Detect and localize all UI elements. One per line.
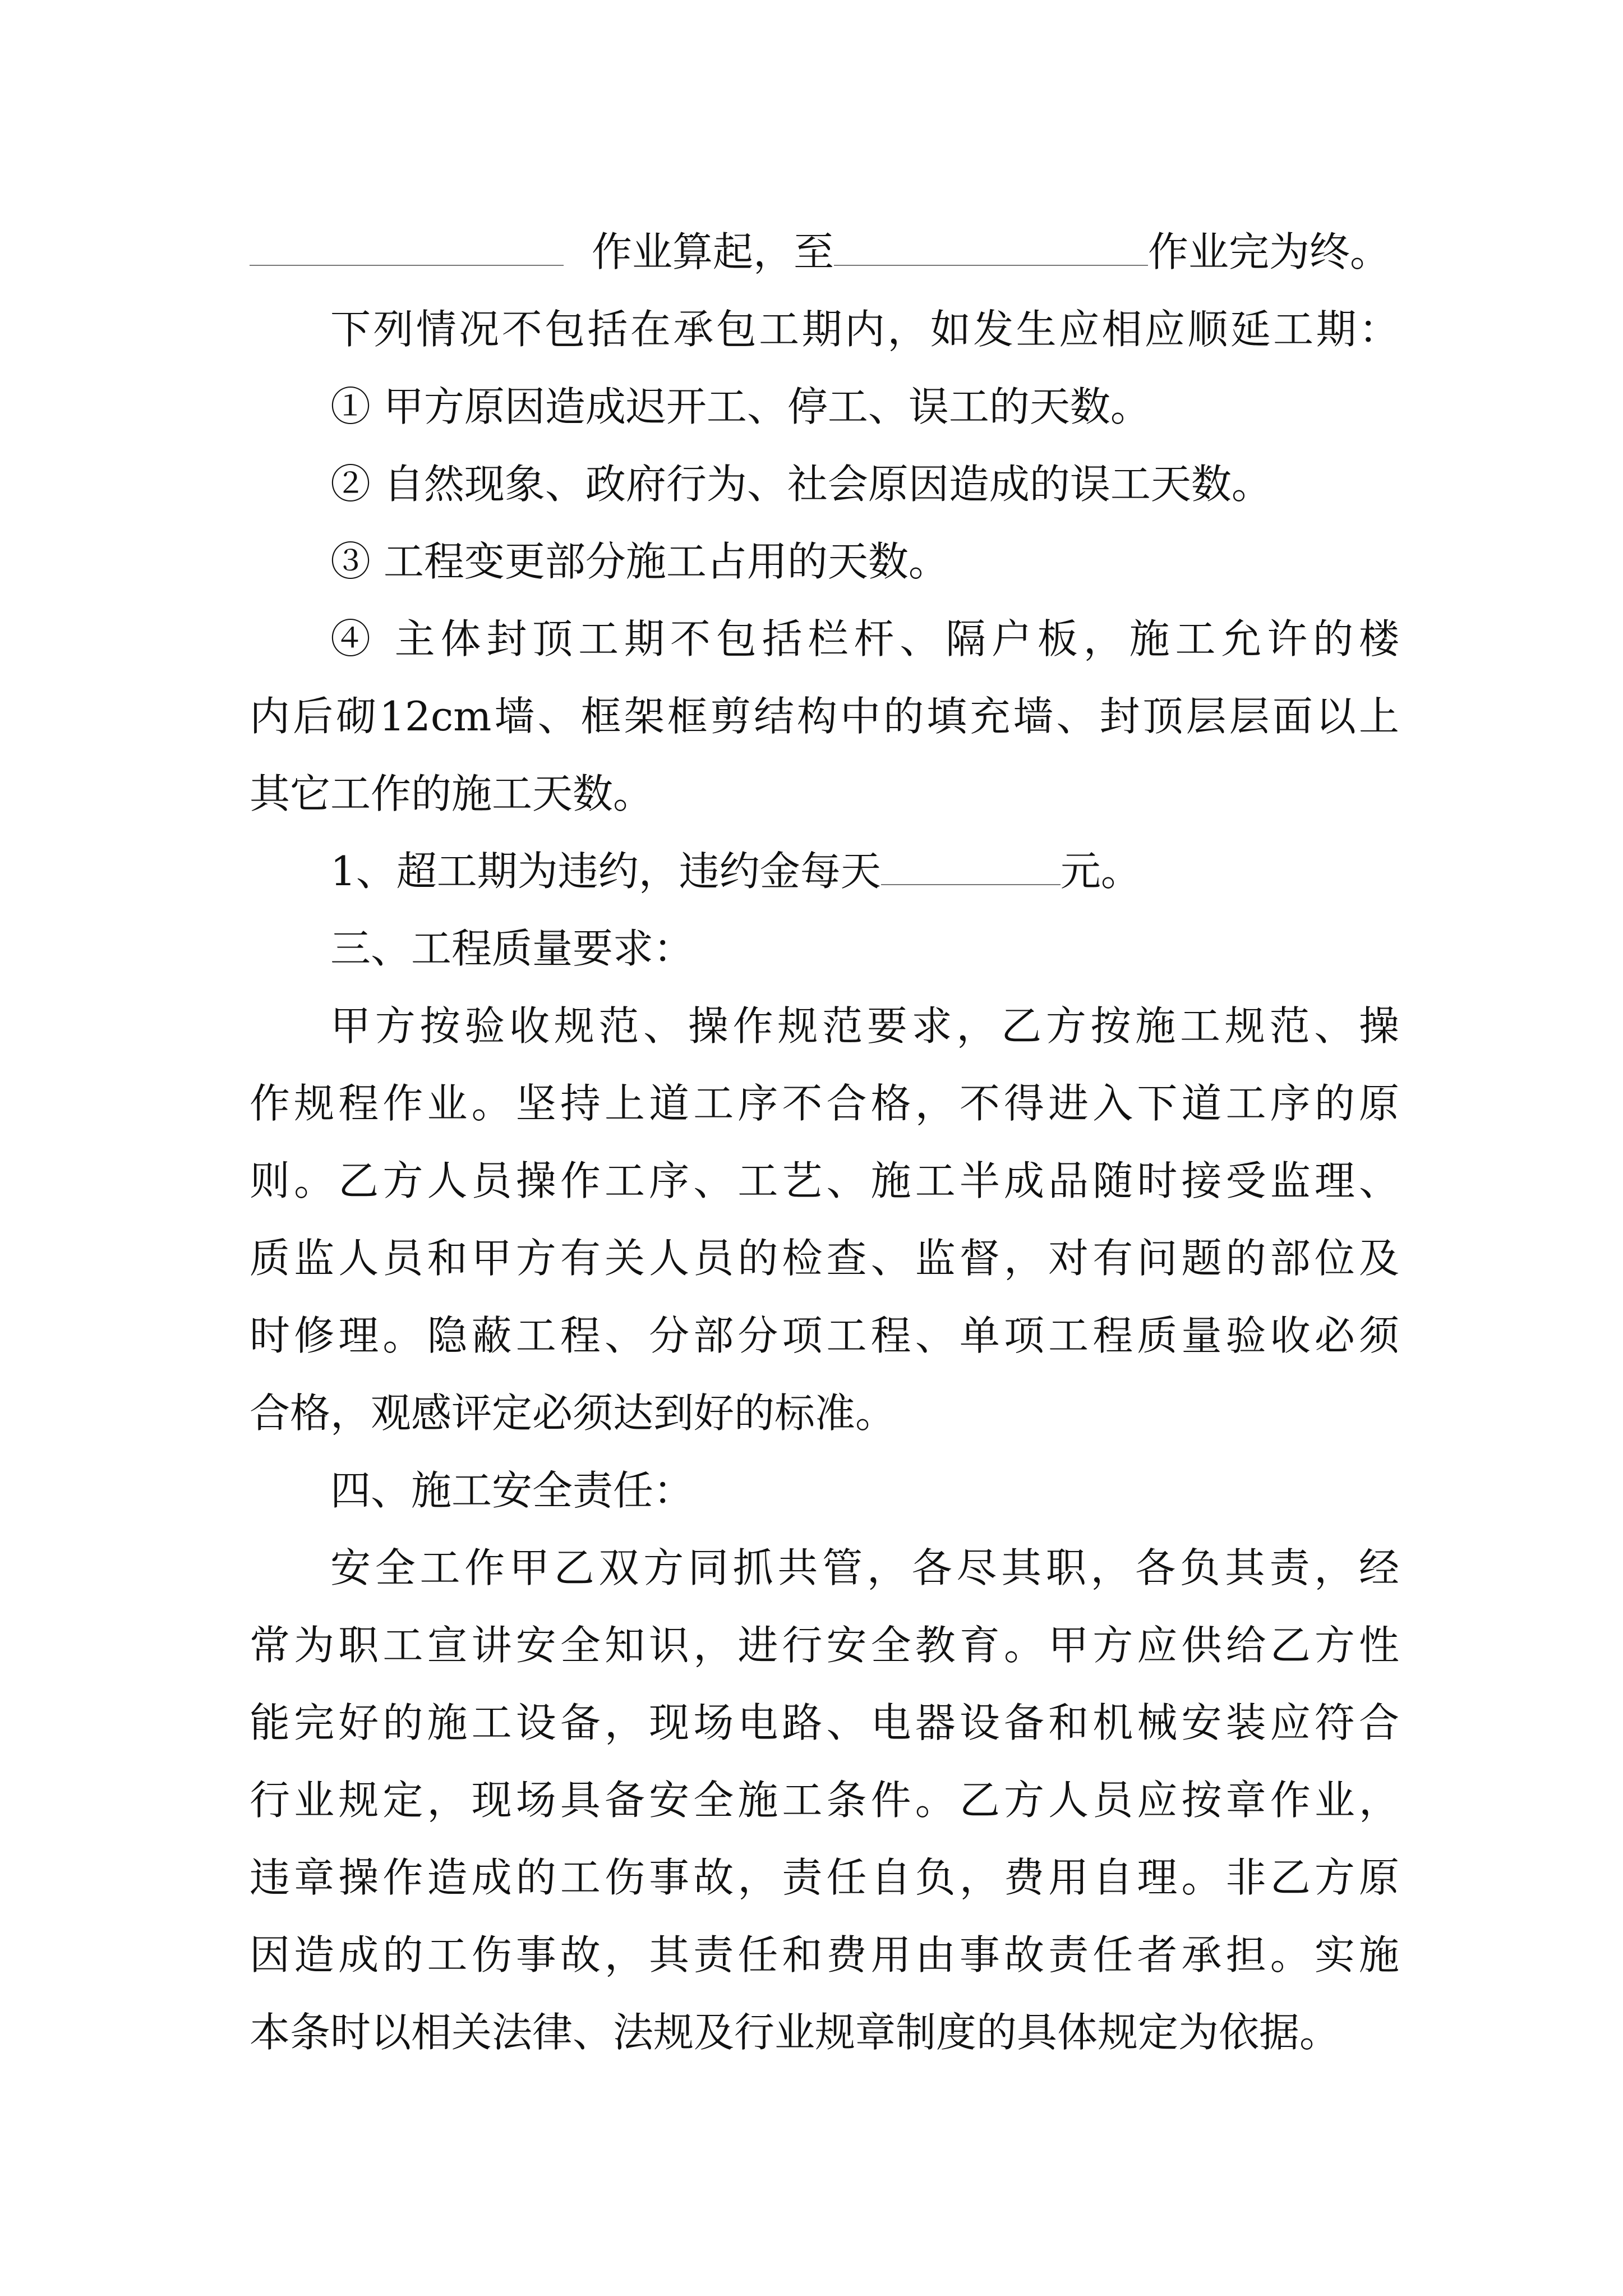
paragraph-line: 时修理。隐蔽工程、分部分项工程、单项工程质量验收必须	[250, 1312, 1399, 1359]
paragraph-line: 内后砌12cm墙、框架框剪结构中的填充墙、封顶层层面以上	[250, 693, 1399, 740]
paragraph-line: 合格，观感评定必须达到好的标准。	[250, 1389, 896, 1437]
line-text: 作业算起，至	[592, 228, 834, 275]
list-item: ① 甲方原因造成迟开工、停工、误工的天数。	[330, 383, 1151, 430]
fill-in-blank[interactable]	[881, 845, 1061, 885]
paragraph-line: 其它工作的施工天数。	[250, 770, 654, 817]
paragraph-line	[250, 832, 1399, 910]
paragraph-line: 行业规定，现场具备安全施工条件。乙方人员应按章作业，	[250, 1777, 1399, 1824]
fill-in-blank[interactable]	[250, 226, 564, 266]
section-heading: 四、施工安全责任：	[330, 1467, 694, 1514]
list-item: ④ 主体封顶工期不包括栏杆、隔户板，施工允许的楼	[330, 615, 1399, 662]
paragraph-line: 作规程作业。坚持上道工序不合格，不得进入下道工序的原	[250, 1080, 1399, 1127]
paragraph-line: 能完好的施工设备，现场电路、电器设备和机械安装应符合	[250, 1699, 1399, 1746]
document-body	[250, 213, 1399, 2071]
paragraph-line: 常为职工宣讲安全知识，进行安全教育。甲方应供给乙方性	[250, 1622, 1399, 1669]
section-heading: 三、工程质量要求：	[330, 925, 694, 972]
paragraph-line: 甲方按验收规范、操作规范要求，乙方按施工规范、操	[330, 1002, 1399, 1050]
paragraph-line: 下列情况不包括在承包工期内，如发生应相应顺延工期：	[330, 306, 1399, 353]
line-text: 1、超工期为违约，违约金每天	[330, 848, 881, 895]
paragraph-line: 因造成的工伤事故，其责任和费用由事故责任者承担。实施	[250, 1931, 1399, 1978]
list-item: ③ 工程变更部分施工占用的天数。	[330, 538, 949, 585]
paragraph-line: 安全工作甲乙双方同抓共管，各尽其职，各负其责，经	[330, 1544, 1399, 1591]
line-text: 元。	[1060, 848, 1141, 895]
paragraph-line: 质监人员和甲方有关人员的检查、监督，对有问题的部位及	[250, 1235, 1399, 1282]
fill-in-blank[interactable]	[834, 226, 1148, 266]
paragraph-line: 违章操作造成的工伤事故，责任自负，费用自理。非乙方原	[250, 1854, 1399, 1901]
paragraph-line: 本条时以相关法律、法规及行业规章制度的具体规定为依据。	[250, 2009, 1340, 2056]
line-text: 作业完为终。	[1148, 228, 1391, 275]
paragraph-line: 则。乙方人员操作工序、工艺、施工半成品随时接受监理、	[250, 1157, 1399, 1204]
list-item: ② 自然现象、政府行为、社会原因造成的误工天数。	[330, 461, 1272, 508]
paragraph-line	[250, 213, 1399, 291]
